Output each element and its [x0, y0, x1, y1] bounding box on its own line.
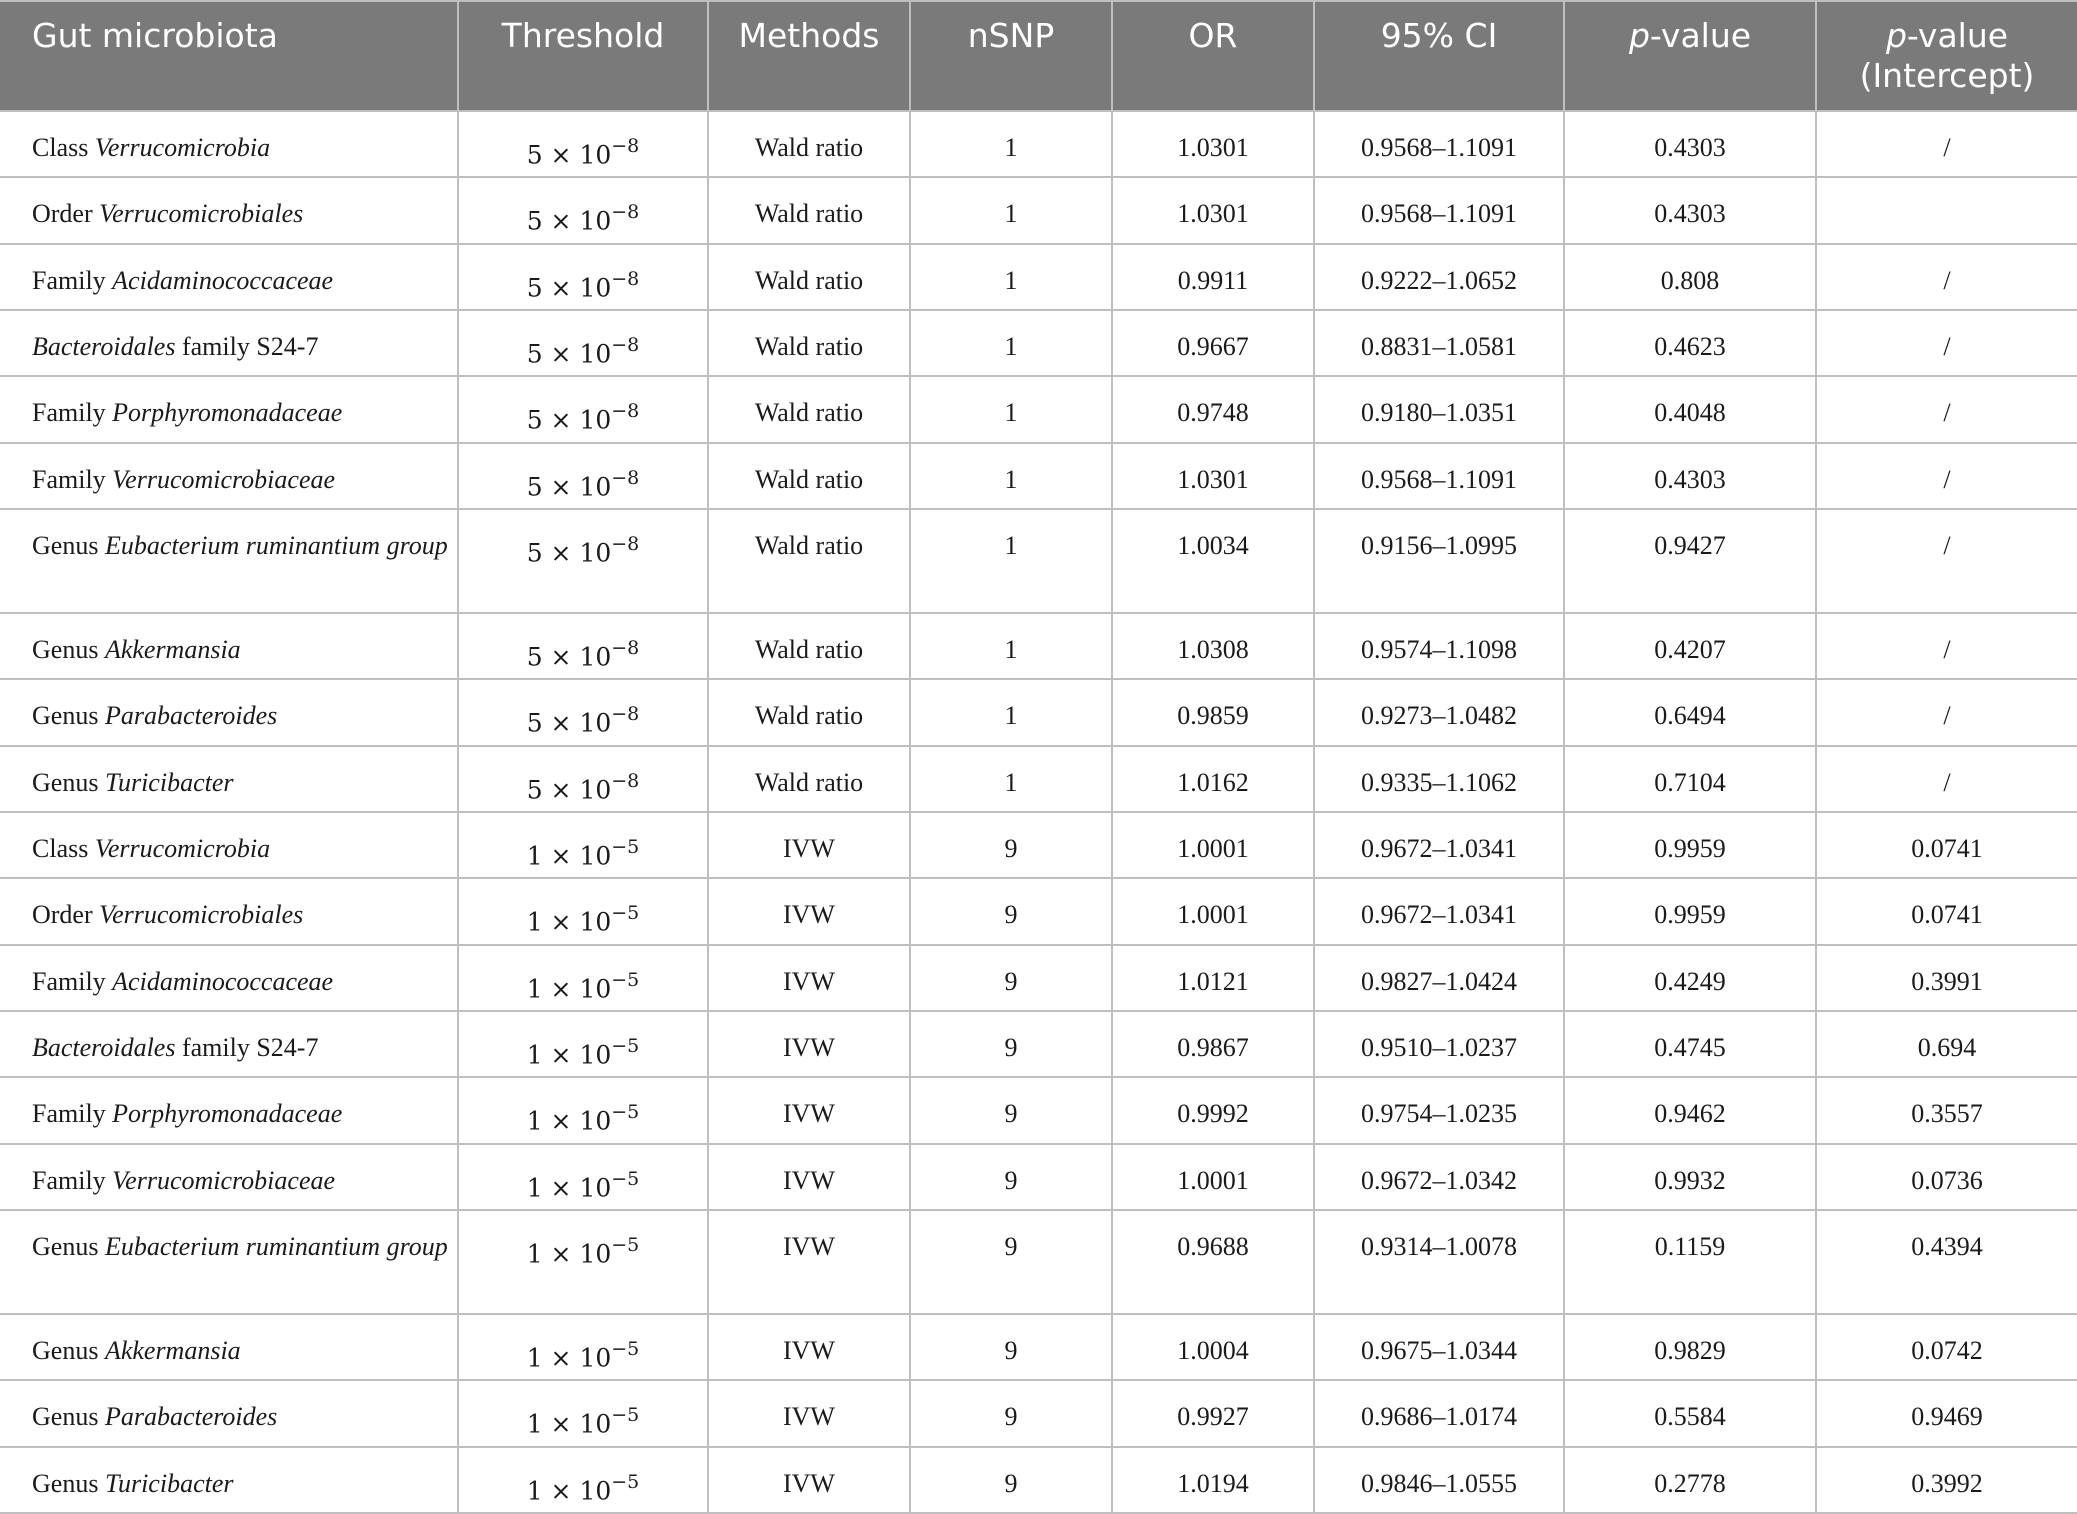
column-header-text: p	[1628, 16, 1650, 55]
column-header-text: OR	[1188, 16, 1238, 55]
p-value-intercept-cell: 0.3992	[1816, 1447, 2077, 1513]
methods-cell: Wald ratio	[708, 310, 910, 376]
p-value-cell: 0.9959	[1564, 812, 1816, 878]
or-cell: 1.0301	[1112, 111, 1314, 177]
taxon-text: Verrucomicrobiaceae	[112, 1165, 336, 1195]
taxon-text: Family	[32, 1165, 113, 1195]
p-value-cell: 0.6494	[1564, 679, 1816, 745]
threshold-cell	[458, 812, 708, 878]
taxon-text: Eubacterium ruminantium group	[104, 530, 448, 560]
threshold-exponent: −5	[611, 1034, 640, 1057]
column-header-text: Methods	[738, 16, 880, 55]
threshold-base: 5 × 10	[526, 140, 612, 170]
nsnp-cell: 1	[910, 310, 1112, 376]
column-header-text: nSNP	[967, 16, 1055, 55]
nsnp-cell: 1	[910, 111, 1112, 177]
p-value-intercept-cell: 0.3991	[1816, 945, 2077, 1011]
p-value-cell: 0.4623	[1564, 310, 1816, 376]
p-value-intercept-cell: /	[1816, 679, 2077, 745]
methods-cell: IVW	[708, 1447, 910, 1513]
threshold-exponent: −8	[611, 703, 640, 726]
p-value-cell: 0.9427	[1564, 509, 1816, 613]
or-cell: 0.9859	[1112, 679, 1314, 745]
threshold-cell	[458, 1210, 708, 1314]
methods-cell: IVW	[708, 1077, 910, 1143]
table-row	[0, 746, 2077, 812]
taxon-text: Acidaminococcaceae	[112, 966, 334, 996]
threshold-base: 1 × 10	[526, 907, 612, 937]
gut-microbiota-cell	[0, 509, 458, 613]
table-row	[0, 679, 2077, 745]
table-row	[0, 1144, 2077, 1210]
gut-microbiota-cell	[0, 1210, 458, 1314]
nsnp-cell: 1	[910, 376, 1112, 442]
gut-microbiota-cell	[0, 244, 458, 310]
methods-cell: Wald ratio	[708, 177, 910, 243]
threshold-base: 1 × 10	[526, 1106, 612, 1136]
column-header-gut-microbiota	[0, 1, 458, 111]
p-value-cell: 0.4048	[1564, 376, 1816, 442]
gut-microbiota-cell	[0, 1447, 458, 1513]
threshold-exponent: −5	[611, 1470, 640, 1493]
threshold-cell	[458, 679, 708, 745]
taxon-text: Verrucomicrobia	[94, 133, 271, 162]
taxon-text: Akkermansia	[104, 1335, 241, 1365]
gut-microbiota-cell	[0, 376, 458, 442]
p-value-intercept-cell	[1816, 177, 2077, 243]
p-value-cell: 0.5584	[1564, 1380, 1816, 1446]
or-cell: 1.0308	[1112, 613, 1314, 679]
ci-cell: 0.9686–1.0174	[1314, 1380, 1564, 1446]
methods-cell: IVW	[708, 1011, 910, 1077]
nsnp-cell: 1	[910, 613, 1112, 679]
column-header-ci	[1314, 1, 1564, 111]
column-header-text: 95% CI	[1380, 16, 1498, 55]
p-value-intercept-cell: 0.694	[1816, 1011, 2077, 1077]
taxon-text: Verrucomicrobiales	[99, 900, 304, 930]
methods-cell: Wald ratio	[708, 443, 910, 509]
nsnp-cell: 9	[910, 1011, 1112, 1077]
threshold-cell	[458, 1077, 708, 1143]
methods-cell: IVW	[708, 1314, 910, 1380]
taxon-text: Verrucomicrobiaceae	[112, 464, 336, 494]
table-body	[0, 111, 2077, 1513]
taxon-text: Family	[32, 1099, 113, 1129]
threshold-base: 5 × 10	[526, 339, 612, 369]
threshold-exponent: −5	[611, 1233, 640, 1256]
threshold-base: 1 × 10	[526, 841, 612, 871]
p-value-intercept-cell: 0.4394	[1816, 1210, 2077, 1314]
nsnp-cell: 1	[910, 177, 1112, 243]
p-value-intercept-cell: 0.0742	[1816, 1314, 2077, 1380]
gut-microbiota-cell	[0, 111, 458, 177]
methods-cell: IVW	[708, 878, 910, 944]
p-value-intercept-cell: /	[1816, 376, 2077, 442]
gut-microbiota-cell	[0, 1011, 458, 1077]
or-cell: 1.0194	[1112, 1447, 1314, 1513]
ci-cell: 0.9672–1.0341	[1314, 878, 1564, 944]
or-cell: 1.0301	[1112, 443, 1314, 509]
threshold-exponent: −8	[611, 135, 640, 157]
taxon-text: Parabacteroides	[104, 701, 278, 731]
column-header-threshold	[458, 1, 708, 111]
p-value-cell: 0.9932	[1564, 1144, 1816, 1210]
gut-microbiota-cell	[0, 310, 458, 376]
taxon-text: Order	[32, 199, 100, 229]
or-cell: 1.0034	[1112, 509, 1314, 613]
threshold-cell	[458, 1314, 708, 1380]
or-cell: 0.9688	[1112, 1210, 1314, 1314]
taxon-text: Turicibacter	[104, 767, 234, 797]
gut-microbiota-cell	[0, 679, 458, 745]
column-header-text: Gut microbiota	[32, 16, 278, 55]
threshold-exponent: −8	[611, 532, 640, 555]
p-value-intercept-cell: /	[1816, 443, 2077, 509]
column-header-p-value-intercept	[1816, 1, 2077, 111]
table-row	[0, 509, 2077, 613]
p-value-intercept-cell: 0.9469	[1816, 1380, 2077, 1446]
p-value-cell: 0.4207	[1564, 613, 1816, 679]
or-cell: 1.0004	[1112, 1314, 1314, 1380]
nsnp-cell: 1	[910, 679, 1112, 745]
ci-cell: 0.9568–1.1091	[1314, 177, 1564, 243]
p-value-intercept-cell: /	[1816, 509, 2077, 613]
taxon-text: Genus	[32, 767, 105, 797]
ci-cell: 0.9510–1.0237	[1314, 1011, 1564, 1077]
column-header-or	[1112, 1, 1314, 111]
p-value-cell: 0.4303	[1564, 177, 1816, 243]
or-cell: 0.9927	[1112, 1380, 1314, 1446]
threshold-base: 1 × 10	[526, 1040, 612, 1070]
p-value-intercept-cell: 0.0741	[1816, 878, 2077, 944]
p-value-cell: 0.7104	[1564, 746, 1816, 812]
threshold-base: 5 × 10	[526, 642, 612, 672]
ci-cell: 0.9335–1.1062	[1314, 746, 1564, 812]
table-row	[0, 376, 2077, 442]
or-cell: 1.0001	[1112, 1144, 1314, 1210]
threshold-cell	[458, 310, 708, 376]
taxon-text: Akkermansia	[104, 634, 241, 664]
methods-cell: Wald ratio	[708, 376, 910, 442]
threshold-base: 1 × 10	[526, 973, 612, 1003]
methods-cell: Wald ratio	[708, 111, 910, 177]
taxon-text: Bacteroidales	[32, 1032, 176, 1062]
ci-cell: 0.9273–1.0482	[1314, 679, 1564, 745]
or-cell: 1.0162	[1112, 746, 1314, 812]
p-value-cell: 0.808	[1564, 244, 1816, 310]
ci-cell: 0.9846–1.0555	[1314, 1447, 1564, 1513]
methods-cell: Wald ratio	[708, 679, 910, 745]
gut-microbiota-cell	[0, 443, 458, 509]
threshold-cell	[458, 509, 708, 613]
ci-cell: 0.9672–1.0341	[1314, 812, 1564, 878]
threshold-exponent: −8	[611, 333, 640, 356]
table-row	[0, 310, 2077, 376]
taxon-text: Genus	[32, 1335, 105, 1365]
p-value-cell: 0.4303	[1564, 443, 1816, 509]
threshold-base: 1 × 10	[526, 1239, 612, 1269]
taxon-text: Family	[32, 265, 113, 295]
table-row	[0, 1380, 2077, 1446]
threshold-exponent: −5	[611, 1101, 640, 1124]
gut-microbiota-cell	[0, 812, 458, 878]
p-value-cell: 0.9959	[1564, 878, 1816, 944]
threshold-base: 5 × 10	[526, 708, 612, 738]
methods-cell: Wald ratio	[708, 509, 910, 613]
p-value-intercept-cell: /	[1816, 244, 2077, 310]
taxon-text: Family	[32, 398, 113, 428]
p-value-intercept-cell: 0.0736	[1816, 1144, 2077, 1210]
taxon-text: Order	[32, 900, 100, 930]
p-value-cell: 0.2778	[1564, 1447, 1816, 1513]
threshold-cell	[458, 613, 708, 679]
table-header	[0, 1, 2077, 111]
methods-cell: IVW	[708, 812, 910, 878]
nsnp-cell: 1	[910, 509, 1112, 613]
ci-cell: 0.9156–1.0995	[1314, 509, 1564, 613]
taxon-text: Family	[32, 966, 113, 996]
methods-cell: Wald ratio	[708, 746, 910, 812]
nsnp-cell: 1	[910, 443, 1112, 509]
threshold-base: 1 × 10	[526, 1343, 612, 1373]
nsnp-cell: 1	[910, 746, 1112, 812]
p-value-cell: 0.9829	[1564, 1314, 1816, 1380]
methods-cell: IVW	[708, 1210, 910, 1314]
methods-cell: IVW	[708, 1144, 910, 1210]
gut-microbiota-cell	[0, 613, 458, 679]
p-value-intercept-cell: /	[1816, 613, 2077, 679]
taxon-text: Bacteroidales	[32, 331, 176, 361]
table-row	[0, 1077, 2077, 1143]
threshold-base: 5 × 10	[526, 471, 612, 501]
threshold-base: 1 × 10	[526, 1409, 612, 1439]
p-value-cell: 0.9462	[1564, 1077, 1816, 1143]
or-cell: 1.0001	[1112, 812, 1314, 878]
column-header-text: -value (Intercept)	[1859, 16, 2035, 95]
or-cell: 0.9667	[1112, 310, 1314, 376]
threshold-cell	[458, 376, 708, 442]
taxon-text: Verrucomicrobiales	[99, 199, 304, 229]
gut-microbiota-cell	[0, 1314, 458, 1380]
column-header-text: p	[1885, 16, 1907, 55]
methods-cell: Wald ratio	[708, 244, 910, 310]
table-row	[0, 1447, 2077, 1513]
threshold-base: 5 × 10	[526, 272, 612, 302]
threshold-exponent: −5	[611, 968, 640, 991]
ci-cell: 0.9180–1.0351	[1314, 376, 1564, 442]
nsnp-cell: 9	[910, 812, 1112, 878]
ci-cell: 0.9675–1.0344	[1314, 1314, 1564, 1380]
methods-cell: IVW	[708, 945, 910, 1011]
threshold-cell	[458, 111, 708, 177]
ci-cell: 0.9568–1.1091	[1314, 111, 1564, 177]
threshold-exponent: −8	[611, 201, 640, 224]
or-cell: 0.9992	[1112, 1077, 1314, 1143]
taxon-text: Genus	[32, 634, 105, 664]
taxon-text: Family	[32, 464, 113, 494]
gut-microbiota-cell	[0, 746, 458, 812]
or-cell: 1.0121	[1112, 945, 1314, 1011]
threshold-exponent: −5	[611, 1337, 640, 1360]
table-row	[0, 177, 2077, 243]
threshold-exponent: −8	[611, 636, 640, 659]
table-row	[0, 812, 2077, 878]
p-value-cell: 0.4745	[1564, 1011, 1816, 1077]
threshold-exponent: −5	[611, 1404, 640, 1427]
ci-cell: 0.9827–1.0424	[1314, 945, 1564, 1011]
threshold-base: 1 × 10	[526, 1172, 612, 1202]
or-cell: 0.9867	[1112, 1011, 1314, 1077]
table-row	[0, 1210, 2077, 1314]
ci-cell: 0.9672–1.0342	[1314, 1144, 1564, 1210]
taxon-text: Porphyromonadaceae	[112, 398, 343, 428]
taxon-text: Genus	[32, 1468, 105, 1498]
threshold-exponent: −8	[611, 769, 640, 792]
threshold-exponent: −5	[611, 1167, 640, 1190]
taxon-text: Parabacteroides	[104, 1402, 278, 1432]
or-cell: 1.0001	[1112, 878, 1314, 944]
taxon-text: Class	[32, 133, 95, 162]
taxon-text: Genus	[32, 1402, 105, 1432]
table-row	[0, 945, 2077, 1011]
nsnp-cell: 9	[910, 1077, 1112, 1143]
threshold-cell	[458, 1447, 708, 1513]
p-value-intercept-cell: /	[1816, 111, 2077, 177]
threshold-exponent: −8	[611, 267, 640, 290]
gut-microbiota-cell	[0, 878, 458, 944]
threshold-cell	[458, 1380, 708, 1446]
table-row	[0, 111, 2077, 177]
threshold-cell	[458, 443, 708, 509]
threshold-cell	[458, 1144, 708, 1210]
nsnp-cell: 9	[910, 1380, 1112, 1446]
taxon-text: Genus	[32, 1231, 105, 1261]
table-row	[0, 443, 2077, 509]
ci-cell: 0.9754–1.0235	[1314, 1077, 1564, 1143]
ci-cell: 0.8831–1.0581	[1314, 310, 1564, 376]
threshold-base: 5 × 10	[526, 405, 612, 435]
gut-microbiota-cell	[0, 945, 458, 1011]
nsnp-cell: 1	[910, 244, 1112, 310]
threshold-base: 1 × 10	[526, 1475, 612, 1505]
table-row	[0, 878, 2077, 944]
table-row	[0, 1314, 2077, 1380]
p-value-cell: 0.4249	[1564, 945, 1816, 1011]
table-row	[0, 613, 2077, 679]
or-cell: 0.9911	[1112, 244, 1314, 310]
nsnp-cell: 9	[910, 945, 1112, 1011]
threshold-base: 5 × 10	[526, 774, 612, 804]
gut-microbiota-cell	[0, 177, 458, 243]
p-value-cell: 0.4303	[1564, 111, 1816, 177]
taxon-text: Eubacterium ruminantium group	[104, 1231, 448, 1261]
threshold-base: 5 × 10	[526, 538, 612, 568]
p-value-intercept-cell: /	[1816, 310, 2077, 376]
gut-microbiota-cell	[0, 1380, 458, 1446]
header-row	[0, 1, 2077, 111]
taxon-text: Acidaminococcaceae	[112, 265, 334, 295]
column-header-nsnp	[910, 1, 1112, 111]
methods-cell: Wald ratio	[708, 613, 910, 679]
taxon-text: family S24-7	[175, 1032, 319, 1062]
threshold-cell	[458, 177, 708, 243]
ci-cell: 0.9222–1.0652	[1314, 244, 1564, 310]
nsnp-cell: 9	[910, 1144, 1112, 1210]
taxon-text: Genus	[32, 701, 105, 731]
threshold-base: 5 × 10	[526, 206, 612, 236]
ci-cell: 0.9568–1.1091	[1314, 443, 1564, 509]
threshold-cell	[458, 746, 708, 812]
taxon-text: Turicibacter	[104, 1468, 234, 1498]
column-header-text: -value	[1649, 16, 1752, 55]
nsnp-cell: 9	[910, 1447, 1112, 1513]
taxon-text: Porphyromonadaceae	[112, 1099, 343, 1129]
threshold-exponent: −5	[611, 835, 640, 858]
or-cell: 1.0301	[1112, 177, 1314, 243]
threshold-exponent: −5	[611, 902, 640, 925]
table-row	[0, 244, 2077, 310]
taxon-text: family S24-7	[175, 331, 319, 361]
column-header-text: Threshold	[501, 16, 665, 55]
taxon-text: Verrucomicrobia	[94, 833, 271, 863]
ci-cell: 0.9314–1.0078	[1314, 1210, 1564, 1314]
threshold-exponent: −8	[611, 400, 640, 423]
taxon-text: Class	[32, 833, 95, 863]
column-header-p-value	[1564, 1, 1816, 111]
or-cell: 0.9748	[1112, 376, 1314, 442]
gut-microbiota-cell	[0, 1144, 458, 1210]
p-value-cell: 0.1159	[1564, 1210, 1816, 1314]
nsnp-cell: 9	[910, 878, 1112, 944]
methods-cell: IVW	[708, 1380, 910, 1446]
ci-cell: 0.9574–1.1098	[1314, 613, 1564, 679]
threshold-cell	[458, 244, 708, 310]
p-value-intercept-cell: 0.3557	[1816, 1077, 2077, 1143]
p-value-intercept-cell: /	[1816, 746, 2077, 812]
threshold-exponent: −8	[611, 466, 640, 489]
threshold-cell	[458, 1011, 708, 1077]
nsnp-cell: 9	[910, 1314, 1112, 1380]
gut-microbiota-cell	[0, 1077, 458, 1143]
threshold-cell	[458, 945, 708, 1011]
column-header-methods	[708, 1, 910, 111]
p-value-intercept-cell: 0.0741	[1816, 812, 2077, 878]
table-row	[0, 1011, 2077, 1077]
threshold-cell	[458, 878, 708, 944]
nsnp-cell: 9	[910, 1210, 1112, 1314]
taxon-text: Genus	[32, 530, 105, 560]
